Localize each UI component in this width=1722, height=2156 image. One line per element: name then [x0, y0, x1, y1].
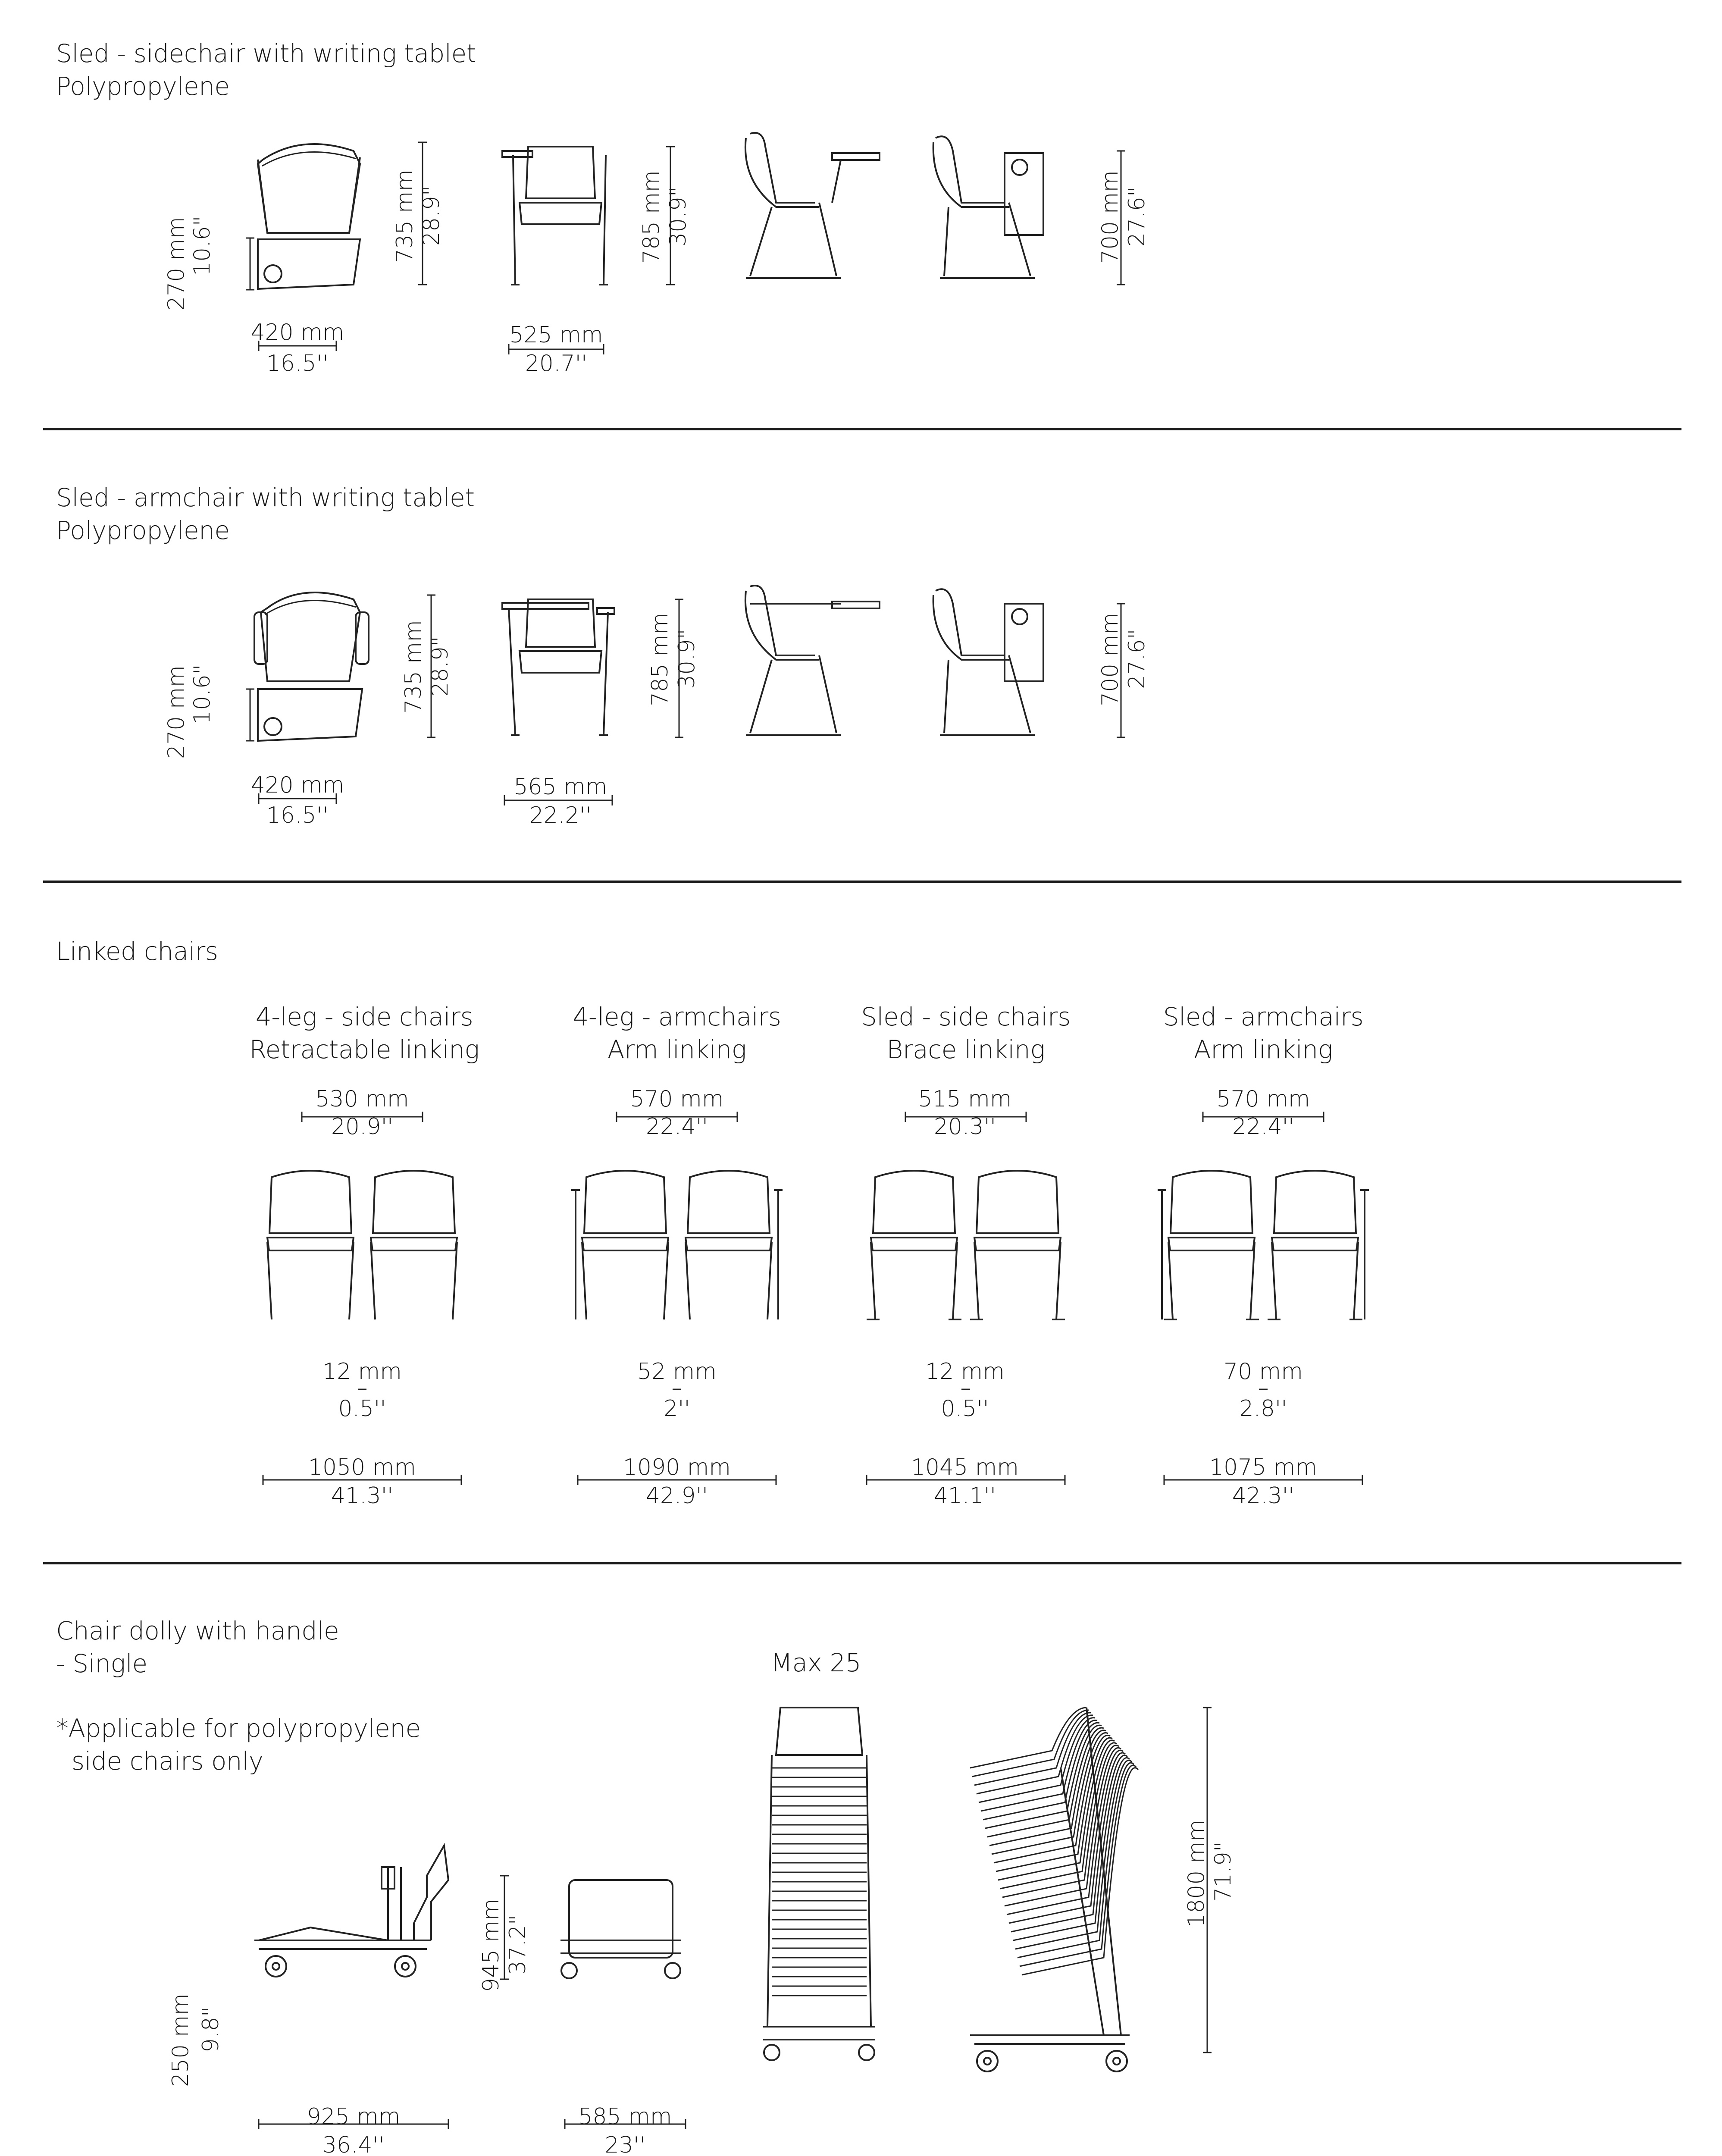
linked-group-2-gap-mm: 52 mm	[637, 1359, 717, 1385]
s2-tablet-depth-mm: 270 mm	[163, 665, 189, 759]
s2-tablet-height-in: 30.9"	[674, 629, 700, 689]
dolly-front-dim-lines	[565, 2119, 686, 2129]
dolly-base-height-mm: 250 mm	[168, 1993, 194, 2087]
s1-seat-height-mm: 700 mm	[1097, 170, 1123, 264]
linked-group-1-total-mm: 1050 mm	[308, 1454, 416, 1480]
linked-group-2-total-in: 42.9''	[645, 1483, 708, 1509]
linked-chair-drawings	[263, 1112, 1369, 1485]
linked-group-1-width-mm: 530 mm	[315, 1086, 409, 1112]
dolly-side-dim-lines	[259, 1876, 509, 2129]
linked-group-1-drawing	[263, 1112, 461, 1485]
s1-seat-height-in: 27.6"	[1124, 186, 1150, 247]
dolly-width-in: 23''	[604, 2132, 646, 2156]
linked-group-4-total-mm: 1075 mm	[1209, 1454, 1318, 1480]
linked-group-4-gap-in: 2.8''	[1239, 1396, 1287, 1422]
dolly-front-view-drawing	[560, 1880, 681, 1978]
linked-group-1-width-in: 20.9''	[331, 1114, 394, 1140]
s2-seat-height-mm: 700 mm	[1097, 612, 1123, 706]
s2-seat-dim-line	[1117, 604, 1125, 737]
s1-side-view-drawing	[745, 133, 880, 278]
linked-group-3-linking: Brace linking	[886, 1035, 1045, 1064]
linked-group-3-name: Sled - side chairs	[861, 1002, 1071, 1031]
s2-tablet-depth-in: 10.6"	[189, 664, 215, 724]
s2-tablet-height-mm: 785 mm	[647, 612, 673, 706]
s1-top-width-in: 16.5''	[266, 351, 329, 376]
s1-front-view-drawing	[502, 147, 608, 285]
stack-height-in: 71.9"	[1210, 1841, 1236, 1902]
linked-group-3-drawing	[867, 1112, 1065, 1485]
dolly-note-line-2: side chairs only	[56, 1746, 263, 1776]
linked-group-4-drawing	[1158, 1112, 1369, 1485]
s2-top-width-in: 16.5''	[266, 802, 329, 828]
s2-front-width-in: 22.2''	[529, 802, 592, 828]
stack-height-mm: 1800 mm	[1183, 1819, 1209, 1927]
dolly-title: Chair dolly with handle	[56, 1616, 339, 1645]
section2-material: Polypropylene	[56, 516, 230, 545]
s2-seat-height-in: 27.6"	[1124, 629, 1150, 689]
dolly-note-line-1: *Applicable for polypropylene	[56, 1714, 421, 1743]
linked-group-2-drawing	[571, 1112, 783, 1485]
linked-group-3-total-in: 41.1''	[933, 1483, 996, 1509]
s2-front-width-mm: 565 mm	[513, 774, 607, 800]
dolly-handle-height-in: 37.2"	[505, 1915, 531, 1975]
dolly-max-label: Max 25	[771, 1648, 861, 1677]
linked-group-2-total-mm: 1090 mm	[623, 1454, 731, 1480]
section1-title: Sled - sidechair with writing tablet	[56, 39, 476, 68]
s1-seat-dim-line	[1117, 151, 1125, 285]
s2-back-view-drawing	[933, 589, 1043, 735]
linked-group-1-linking: Retractable linking	[249, 1035, 479, 1064]
s1-tablet-height-mm: 785 mm	[639, 170, 664, 264]
dolly-base-height-in: 9.8"	[198, 2006, 224, 2053]
linked-group-1-name: 4-leg - side chairs	[255, 1002, 473, 1031]
linked-group-3-gap-in: 0.5''	[941, 1396, 989, 1422]
stacked-chairs-front-drawing	[763, 1708, 875, 2060]
dolly-length-in: 36.4''	[322, 2132, 385, 2156]
linked-group-3-width-in: 20.3''	[933, 1114, 996, 1140]
linked-group-4-width-mm: 570 mm	[1216, 1086, 1310, 1112]
s1-height-mm: 735 mm	[392, 169, 418, 263]
s1-front-width-in: 20.7''	[525, 351, 588, 376]
linked-group-2-width-in: 22.4''	[645, 1114, 708, 1140]
dolly-side-view-drawing	[254, 1846, 448, 1977]
s2-top-width-mm: 420 mm	[250, 772, 344, 798]
section1-material: Polypropylene	[56, 72, 230, 101]
s1-tablet-height-in: 30.9"	[665, 186, 691, 247]
linked-group-1-total-in: 41.3''	[331, 1483, 394, 1509]
dolly-width-mm: 585 mm	[578, 2104, 672, 2130]
s1-tablet-depth-in: 10.6"	[189, 216, 215, 276]
dolly-handle-height-mm: 945 mm	[478, 1898, 504, 1992]
linked-title: Linked chairs	[56, 937, 218, 966]
s2-height-mm: 735 mm	[401, 620, 426, 714]
linked-group-1-gap-in: 0.5''	[338, 1396, 386, 1422]
linked-group-4-gap-mm: 70 mm	[1223, 1359, 1303, 1385]
s2-dim-lines	[246, 595, 435, 804]
stacked-chairs-side-drawing	[970, 1708, 1138, 2071]
linked-group-3-width-mm: 515 mm	[918, 1086, 1012, 1112]
dolly-length-mm: 925 mm	[307, 2104, 401, 2130]
linked-group-4-total-in: 42.3''	[1232, 1483, 1295, 1509]
linked-group-2-gap-in: 2''	[664, 1396, 690, 1422]
dolly-subtitle: - Single	[56, 1649, 147, 1678]
linked-group-3-total-mm: 1045 mm	[911, 1454, 1019, 1480]
section2-title: Sled - armchair with writing tablet	[56, 483, 475, 512]
s2-height-in: 28.9"	[427, 636, 453, 696]
linked-group-2-name: 4-leg - armchairs	[573, 1002, 781, 1031]
s1-back-view-drawing	[933, 136, 1043, 278]
linked-group-2-linking: Arm linking	[607, 1035, 747, 1064]
s2-side-view-drawing	[745, 586, 880, 735]
stack-height-dim-line	[1203, 1708, 1212, 2053]
linked-group-4-linking: Arm linking	[1193, 1035, 1333, 1064]
s1-top-view-drawing	[258, 144, 360, 289]
linked-group-3-gap-mm: 12 mm	[925, 1359, 1005, 1385]
s1-front-dim-lines	[509, 147, 675, 354]
s1-height-in: 28.9"	[419, 185, 445, 246]
linked-group-4-name: Sled - armchairs	[1163, 1002, 1364, 1031]
s1-front-width-mm: 525 mm	[509, 322, 603, 348]
linked-group-1-gap-mm: 12 mm	[322, 1359, 402, 1385]
s1-tablet-depth-mm: 270 mm	[163, 216, 189, 310]
s2-top-view-drawing	[254, 592, 369, 741]
s2-front-view-drawing	[502, 599, 614, 735]
s1-top-width-mm: 420 mm	[250, 320, 344, 345]
s1-dim-lines	[246, 142, 427, 351]
linked-group-2-width-mm: 570 mm	[630, 1086, 724, 1112]
linked-group-4-width-in: 22.4''	[1232, 1114, 1295, 1140]
